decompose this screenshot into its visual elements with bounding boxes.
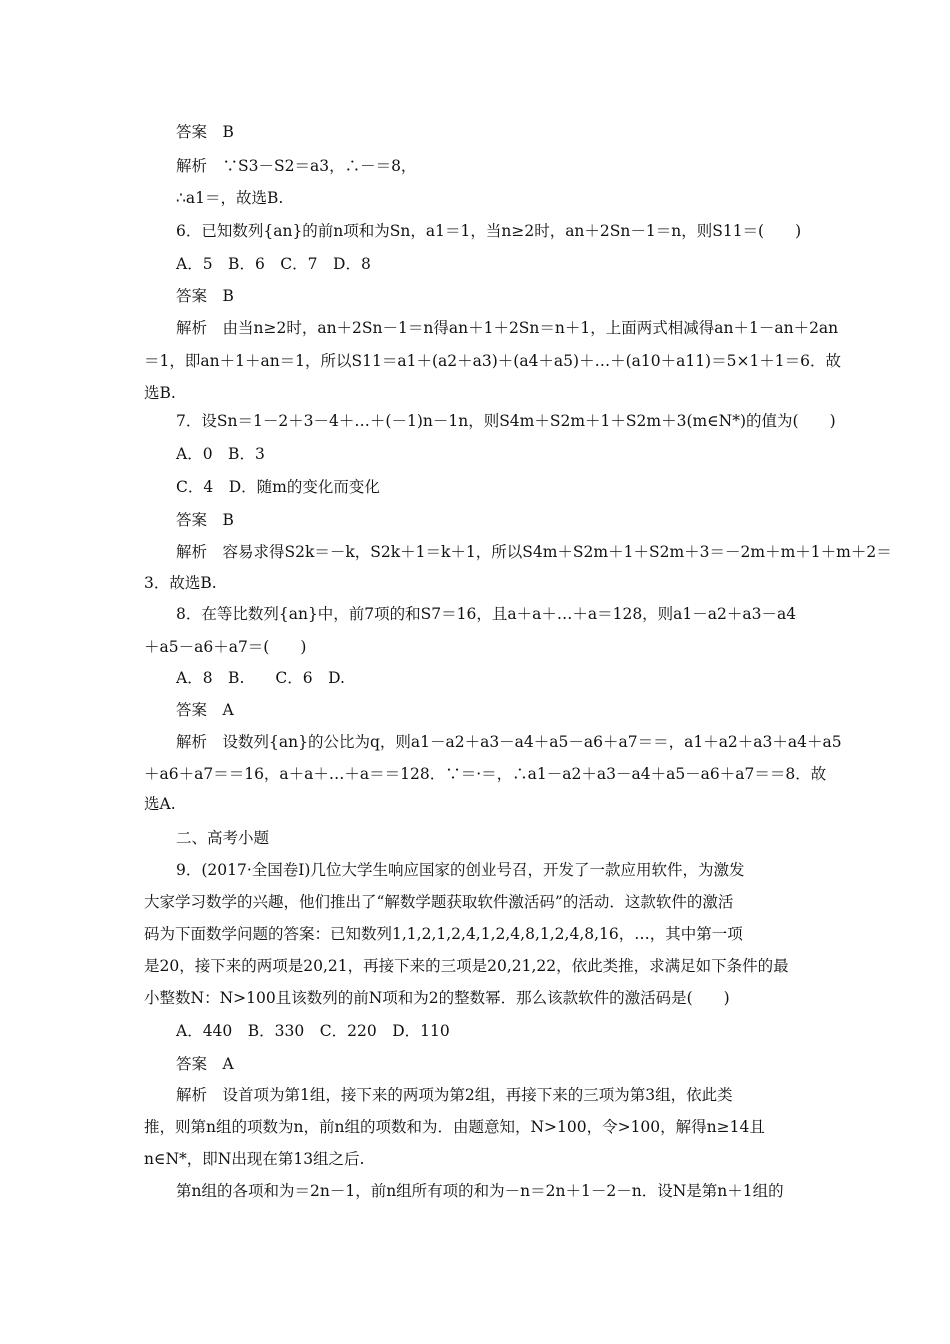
q7-solution-line1: 解析 容易求得S2k＝－k，S2k＋1＝k＋1，所以S4m＋S2m＋1＋S2m＋3＝－2m＋m＋1＋m＋2＝ [176, 543, 892, 561]
q7-solution-line2: 3．故选B. [144, 574, 217, 592]
q9-solution-line1: 解析 设首项为第1组，接下来的两项为第2组，再接下来的三项为第3组，依此类 [176, 1086, 733, 1104]
q6-solution-line1: 解析 由当n≥2时，an＋2Sn－1＝n得an＋1＋2Sn＝n＋1，上面两式相减得an＋1－an＋2an [176, 319, 839, 337]
q9-solution-line4: 第n组的各项和为＝2n－1，前n组所有项的和为－n＝2n＋1－2－n．设N是第n＋1组的 [176, 1182, 784, 1200]
q7-stem: 7．设Sn＝1－2＋3－4＋…＋(－1)n－1n，则S4m＋S2m＋1＋S2m＋3(m∈N*)的值为( ) [176, 412, 836, 430]
q5-answer: 答案 B [176, 123, 234, 141]
section-heading: 二、高考小题 [176, 829, 270, 847]
q5-solution-line2: ∴a1＝，故选B. [176, 189, 284, 207]
q9-options: A．440 B．330 C．220 D．110 [176, 1022, 450, 1040]
q6-answer: 答案 B [176, 287, 234, 305]
q7-options-cd: C．4 D．随m的变化而变化 [176, 478, 380, 496]
q8-options: A．8 B. C．6 D. [176, 669, 345, 687]
q9-solution-line2: 推，则第n组的项数为n，前n组的项数和为．由题意知，N>100，令>100，解得n≥14且 [144, 1118, 765, 1136]
q9-stem-line2: 大家学习数学的兴趣，他们推出了“解数学题获取软件激活码”的活动．这款软件的激活 [144, 893, 734, 911]
q9-stem-line1: 9．(2017·全国卷Ⅰ)几位大学生响应国家的创业号召，开发了一款应用软件，为激发 [176, 861, 745, 879]
q9-answer: 答案 A [176, 1055, 234, 1073]
q9-stem-line5: 小整数N：N>100且该数列的前N项和为2的整数幂．那么该款软件的激活码是( ) [144, 989, 730, 1007]
q8-solution-line3: 选A. [144, 795, 176, 813]
q6-solution-line3: 选B. [144, 384, 176, 402]
q8-stem-line1: 8．在等比数列{an}中，前7项的和S7＝16，且a＋a＋…＋a＝128，则a1－a2＋a3－a4 [176, 605, 797, 623]
q7-answer: 答案 B [176, 511, 234, 529]
q8-solution-line2: ＋a6＋a7＝＝16，a＋a＋…＋a＝＝128．∵＝·＝，∴a1－a2＋a3－a4＋a5－a6＋a7＝＝8．故 [144, 765, 827, 783]
q6-stem: 6．已知数列{an}的前n项和为Sn，a1＝1，当n≥2时，an＋2Sn－1＝n，则S11＝( ) [176, 222, 802, 240]
q8-answer: 答案 A [176, 701, 234, 719]
q6-solution-line2: ＝1，即an＋1＋an＝1，所以S11＝a1＋(a2＋a3)＋(a4＋a5)＋…＋(a10＋a11)＝5×1＋1＝6．故 [144, 352, 842, 370]
q7-options-ab: A．0 B．3 [176, 445, 265, 463]
q9-stem-line3: 码为下面数学问题的答案：已知数列1,1,2,1,2,4,1,2,4,8,1,2,4,8,16，…，其中第一项 [144, 925, 743, 943]
q8-stem-line2: ＋a5－a6＋a7＝( ) [144, 638, 307, 656]
q9-solution-line3: n∈N*，即N出现在第13组之后. [144, 1150, 365, 1168]
q5-solution-line1: 解析 ∵S3－S2＝a3，∴－＝8， [176, 157, 417, 175]
q9-stem-line4: 是20，接下来的两项是20,21，再接下来的三项是20,21,22，依此类推，求满足如下条件的最 [144, 957, 789, 975]
q6-options: A．5 B．6 C．7 D．8 [176, 255, 371, 273]
q8-solution-line1: 解析 设数列{an}的公比为q，则a1－a2＋a3－a4＋a5－a6＋a7＝＝，a1＋a2＋a3＋a4＋a5 [176, 733, 842, 751]
